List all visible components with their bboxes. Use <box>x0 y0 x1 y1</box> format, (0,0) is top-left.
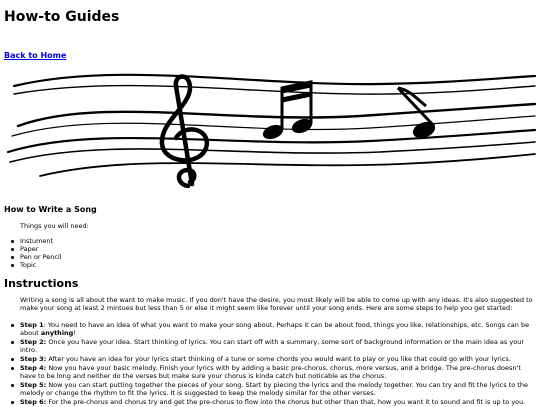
treble-clef-icon <box>162 77 207 187</box>
instructions-heading: Instructions <box>4 277 79 290</box>
step-text: Once you have your idea. Start thinking of lyrics. You can start off with a summary, some sort of background information or the main idea as your intro. <box>20 338 524 354</box>
steps-list <box>20 321 534 407</box>
section-heading: How to Write a Song <box>4 205 97 214</box>
step-item <box>20 338 534 354</box>
list-item: Topic <box>20 261 62 269</box>
step-label: Step 6: <box>20 398 47 406</box>
step-text: : You need to have an idea of what you want to make your song about. Perhaps it can be about food, things you like, relationships, etc. Songs can be about <box>20 321 530 337</box>
step-text: Now you have your basic melody. Finish your lyrics with by adding a basic pre-chorus, chorus, more versus, and a bridge. The pre-chorus doesn't have to be long and neither do the verses but make sure your chorus is kinda catch but noticable as the chorus. <box>20 364 521 380</box>
needs-list <box>20 237 62 269</box>
list-item: Instument <box>20 237 62 245</box>
step-item <box>20 381 534 397</box>
list-item: Paper <box>20 245 62 253</box>
step-item <box>20 321 534 337</box>
instructions-paragraph: Writing a song is all about the want to make music. If you don't have the desire, you most likely will be able to come up with any ideas. It's also suggested to make your song at least 2 mintues but less than 5 or else it might seem like forever until your song ends. Here are some steps to help you get started: <box>20 296 533 312</box>
list-item: Pen or Pencil <box>20 253 62 261</box>
step-label: Step 2: <box>20 338 47 346</box>
step-text: Now you can start putting together the pieces of your song. Start by piecing the lyrics and the melody together. You can try and fit the lyrics to the melody or change the rhythm to fit the lyrics. It is suggested to keep the melody similar for the other verses. <box>20 381 528 397</box>
step-text: After you have an idea for your lyrics start thinking of a tune or some chords you would want to play or you like that could go with your lyrics. <box>46 355 511 363</box>
step-emphasis: anything <box>40 329 74 337</box>
needs-intro: Things you will need: <box>20 222 89 230</box>
step-tail: ! <box>73 329 76 337</box>
music-staff-banner-icon <box>0 66 540 188</box>
step-item <box>20 364 534 380</box>
step-label: Step 4: <box>20 364 47 372</box>
step-label: Step 3: <box>20 355 47 363</box>
step-label: Step 5: <box>20 381 47 389</box>
back-to-home-link[interactable]: Back to Home <box>4 51 67 60</box>
step-text: For the pre-chorus and chorus try and get the pre-chorus to flow into the chorus but other than that, how you want it to sound and fit is up to you. <box>46 398 526 406</box>
step-label: Step 1 <box>20 321 44 329</box>
step-item <box>20 355 534 363</box>
page-title: How-to Guides <box>4 9 120 25</box>
